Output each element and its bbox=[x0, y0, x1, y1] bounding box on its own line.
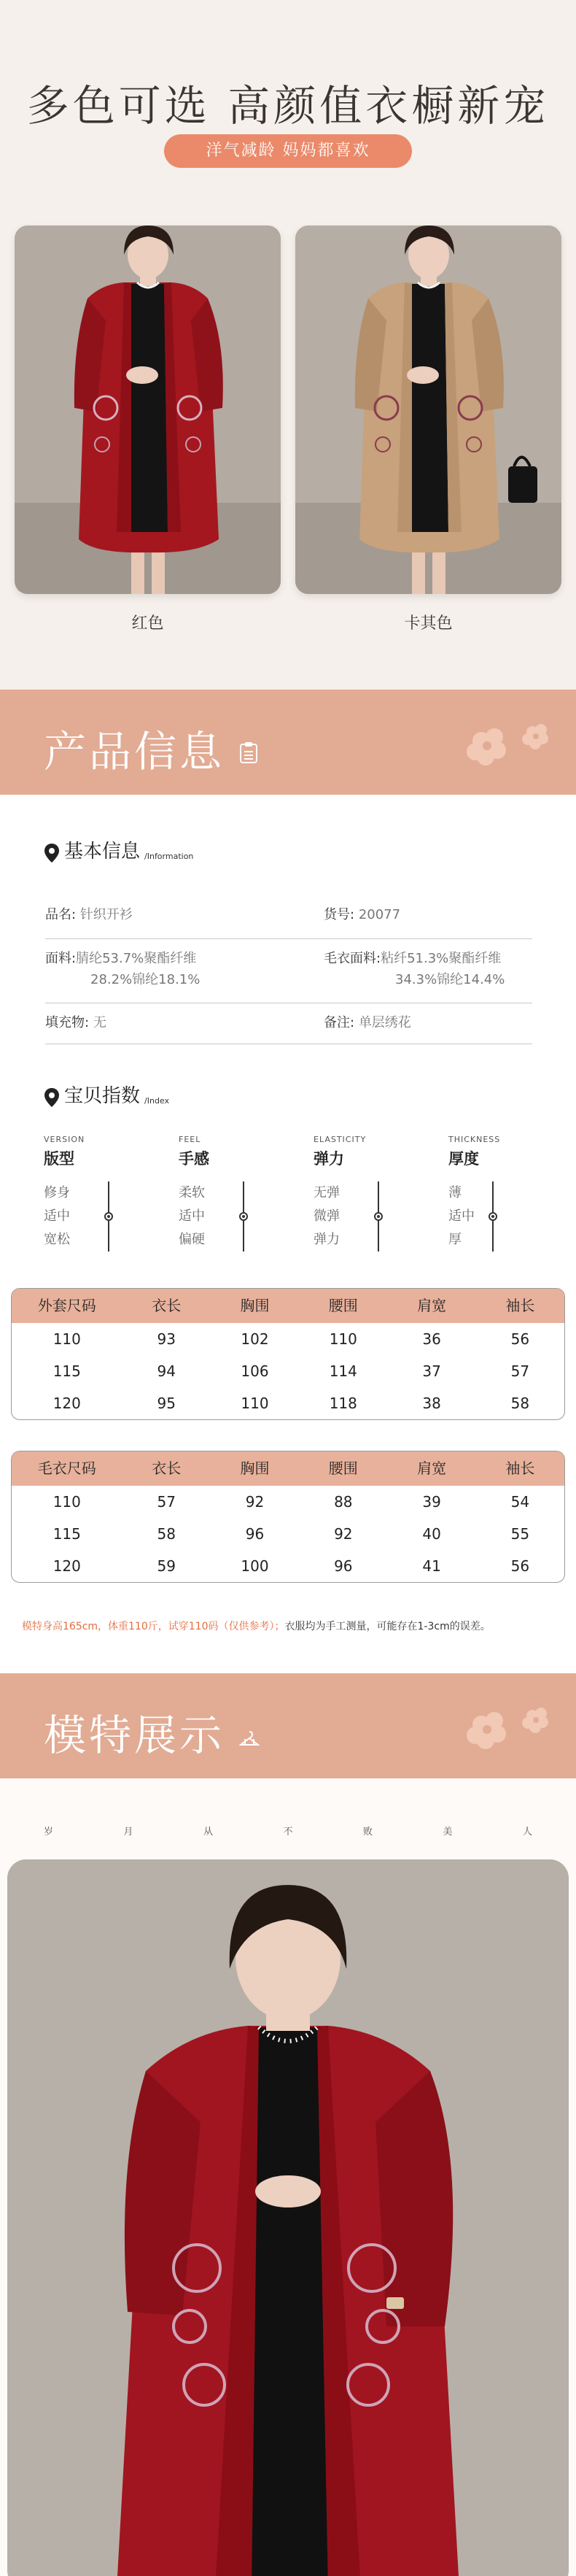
table-cell: 39 bbox=[422, 1493, 441, 1511]
option-label: 偏硬 bbox=[179, 1232, 205, 1247]
info-row-name bbox=[45, 898, 532, 939]
table-cell: 59 bbox=[157, 1557, 176, 1575]
red-color-label: 红色 bbox=[131, 614, 164, 633]
index-selected-dot bbox=[239, 1212, 248, 1221]
table-cell: 114 bbox=[329, 1362, 357, 1380]
table-header-cell: 肩宽 bbox=[417, 1297, 447, 1314]
table-cell: 102 bbox=[241, 1330, 269, 1348]
hero-title: 多色可选 高颜值衣橱新宠 bbox=[26, 81, 550, 131]
index-version bbox=[44, 1135, 85, 1247]
table-cell: 106 bbox=[241, 1362, 269, 1380]
sweater-size-table bbox=[11, 1451, 565, 1583]
index-thickness bbox=[448, 1135, 501, 1247]
option-label: 无弹 bbox=[314, 1185, 340, 1200]
red-color-photo[interactable] bbox=[15, 225, 281, 594]
table-header-cell: 肩宽 bbox=[417, 1459, 447, 1477]
khaki-color-label: 卡其色 bbox=[404, 614, 453, 633]
table-row bbox=[12, 1355, 564, 1387]
table-header-cell: 衣长 bbox=[152, 1297, 182, 1314]
table-cell: 94 bbox=[157, 1362, 176, 1380]
table-header-cell: 外套尺码 bbox=[37, 1297, 96, 1314]
model-showcase-section bbox=[0, 1778, 576, 2576]
item-number-value: 20077 bbox=[358, 907, 401, 922]
index-thickness-zh: 厚度 bbox=[448, 1150, 479, 1168]
index-version-zh: 版型 bbox=[44, 1150, 74, 1168]
table-cell: 118 bbox=[329, 1395, 357, 1412]
wool-fabric-key: 毛衣面料: bbox=[324, 951, 381, 966]
flower-decoration-icon bbox=[452, 712, 561, 777]
poem-char: 美 bbox=[443, 1827, 453, 1837]
filler-key: 填充物: bbox=[45, 1015, 90, 1030]
table-cell: 93 bbox=[157, 1330, 176, 1348]
table-header-cell: 毛衣尺码 bbox=[37, 1459, 96, 1477]
table-header-cell: 袖长 bbox=[505, 1459, 535, 1477]
index-feel-en: FEEL bbox=[179, 1135, 201, 1144]
model-showcase-title: 模特展示 bbox=[44, 1711, 225, 1760]
option-label: 修身 bbox=[44, 1185, 70, 1200]
poem-char: 败 bbox=[362, 1827, 373, 1837]
index-thickness-options bbox=[448, 1181, 475, 1252]
item-number-key: 货号: bbox=[324, 907, 355, 922]
index-feel-zh: 手感 bbox=[179, 1150, 209, 1168]
info-row-filler bbox=[45, 1003, 532, 1044]
index-heading bbox=[44, 1081, 169, 1108]
location-pin-icon bbox=[44, 843, 60, 863]
table-header-cell: 胸围 bbox=[240, 1297, 270, 1314]
table-cell: 92 bbox=[334, 1525, 353, 1543]
coat-size-table bbox=[11, 1288, 565, 1420]
table-cell: 56 bbox=[510, 1557, 530, 1575]
option-label: 厚 bbox=[448, 1232, 462, 1247]
item-name-value: 针织开衫 bbox=[79, 907, 133, 922]
hero-section bbox=[0, 0, 576, 690]
remark-value: 单层绣花 bbox=[358, 1015, 411, 1030]
remark-key: 备注: bbox=[324, 1015, 355, 1030]
table-cell: 96 bbox=[334, 1557, 353, 1575]
option-label: 柔软 bbox=[179, 1185, 205, 1200]
basic-info-subtitle: /Information bbox=[144, 852, 194, 861]
index-thickness-en: THICKNESS bbox=[448, 1135, 501, 1144]
index-version-options bbox=[44, 1181, 70, 1252]
table-header-cell: 腰围 bbox=[328, 1297, 358, 1314]
table-cell: 110 bbox=[329, 1330, 357, 1348]
table-cell: 88 bbox=[334, 1493, 353, 1511]
index-elasticity bbox=[314, 1135, 367, 1247]
coat-table-header bbox=[12, 1289, 564, 1323]
measurement-note bbox=[22, 1619, 491, 1633]
model-size-note: 模特身高165cm，体重110斤，试穿110码（仅供参考）； bbox=[22, 1621, 285, 1632]
table-cell: 57 bbox=[510, 1362, 530, 1380]
fabric-line-2: 28.2%锦纶18.1% bbox=[90, 972, 201, 987]
sweater-table-header bbox=[12, 1451, 564, 1486]
index-selected-dot bbox=[374, 1212, 383, 1221]
index-feel bbox=[179, 1135, 209, 1247]
poem-char: 岁 bbox=[44, 1827, 54, 1837]
table-row bbox=[12, 1323, 564, 1355]
table-cell: 96 bbox=[245, 1525, 265, 1543]
wool-fabric-line-2: 34.3%锦纶14.4% bbox=[395, 972, 505, 987]
table-cell: 41 bbox=[422, 1557, 441, 1575]
table-cell: 38 bbox=[422, 1395, 441, 1412]
index-elasticity-en: ELASTICITY bbox=[314, 1135, 367, 1144]
table-header-cell: 胸围 bbox=[240, 1459, 270, 1477]
table-cell: 56 bbox=[510, 1330, 530, 1348]
hero-slogan-pill: 洋气减龄 妈妈都喜欢 bbox=[164, 134, 412, 168]
poem-char: 从 bbox=[203, 1827, 213, 1837]
index-feel-options bbox=[179, 1181, 205, 1252]
option-label: 弹力 bbox=[314, 1232, 340, 1247]
info-row-fabric bbox=[45, 939, 532, 1003]
table-cell: 115 bbox=[52, 1362, 81, 1380]
khaki-color-photo[interactable] bbox=[295, 225, 561, 594]
option-label: 薄 bbox=[448, 1185, 462, 1200]
index-selected-dot bbox=[489, 1212, 497, 1221]
option-label: 适中 bbox=[448, 1208, 475, 1224]
table-cell: 58 bbox=[157, 1525, 176, 1543]
table-cell: 110 bbox=[52, 1493, 81, 1511]
model-khaki-coat-illustration bbox=[295, 225, 561, 594]
basic-info-title: 基本信息 bbox=[64, 841, 141, 863]
index-selected-dot bbox=[104, 1212, 113, 1221]
filler-value: 无 bbox=[93, 1015, 106, 1030]
option-label: 适中 bbox=[44, 1208, 70, 1224]
basic-info-heading bbox=[44, 836, 193, 863]
product-info-title: 产品信息 bbox=[44, 727, 225, 776]
table-cell: 58 bbox=[510, 1395, 530, 1412]
table-cell: 54 bbox=[510, 1493, 530, 1511]
poem-char: 月 bbox=[123, 1827, 133, 1837]
table-cell: 92 bbox=[245, 1493, 265, 1511]
table-cell: 40 bbox=[422, 1525, 441, 1543]
table-cell: 110 bbox=[241, 1395, 269, 1412]
product-info-banner bbox=[0, 690, 576, 795]
table-cell: 115 bbox=[52, 1525, 81, 1543]
index-elasticity-options bbox=[314, 1181, 340, 1252]
index-version-en: VERSION bbox=[44, 1135, 85, 1144]
table-cell: 55 bbox=[510, 1525, 530, 1543]
location-pin-icon bbox=[44, 1087, 60, 1108]
model-red-coat-illustration bbox=[15, 225, 281, 594]
table-cell: 57 bbox=[157, 1493, 176, 1511]
poem-characters bbox=[44, 1824, 532, 1837]
table-cell: 37 bbox=[422, 1362, 441, 1380]
table-cell: 120 bbox=[52, 1557, 81, 1575]
fabric-key: 面料: bbox=[45, 951, 77, 966]
measurement-error-note: 衣服均为手工测量，可能存在1-3cm的误差。 bbox=[284, 1621, 491, 1632]
document-icon bbox=[239, 742, 258, 764]
table-cell: 120 bbox=[52, 1395, 81, 1412]
wool-fabric-line-1: 粘纤51.3%聚酯纤维 bbox=[381, 951, 502, 966]
fabric-line-1: 腈纶53.7%聚酯纤维 bbox=[76, 951, 197, 966]
hanger-icon bbox=[239, 1730, 260, 1748]
model-red-coat-large-illustration bbox=[7, 1859, 569, 2576]
flower-decoration-icon bbox=[452, 1695, 561, 1761]
table-row bbox=[12, 1387, 564, 1419]
model-showcase-photo[interactable] bbox=[7, 1859, 569, 2576]
table-header-cell: 袖长 bbox=[505, 1297, 535, 1314]
poem-char: 人 bbox=[522, 1827, 532, 1837]
item-name-key: 品名: bbox=[45, 907, 77, 922]
model-showcase-banner bbox=[0, 1673, 576, 1778]
option-label: 微弹 bbox=[314, 1208, 340, 1224]
table-row bbox=[12, 1486, 564, 1518]
product-info-section bbox=[0, 795, 576, 1682]
poem-char: 不 bbox=[283, 1827, 293, 1837]
index-elasticity-zh: 弹力 bbox=[314, 1150, 344, 1168]
option-label: 适中 bbox=[179, 1208, 205, 1224]
table-cell: 36 bbox=[422, 1330, 441, 1348]
table-header-cell: 衣长 bbox=[152, 1459, 182, 1477]
index-subtitle: /Index bbox=[144, 1096, 170, 1106]
option-label: 宽松 bbox=[44, 1232, 70, 1247]
table-row bbox=[12, 1550, 564, 1582]
table-row bbox=[12, 1518, 564, 1550]
table-cell: 100 bbox=[241, 1557, 269, 1575]
table-cell: 95 bbox=[157, 1395, 176, 1412]
index-title: 宝贝指数 bbox=[64, 1085, 141, 1107]
table-header-cell: 腰围 bbox=[328, 1459, 358, 1477]
table-cell: 110 bbox=[52, 1330, 81, 1348]
